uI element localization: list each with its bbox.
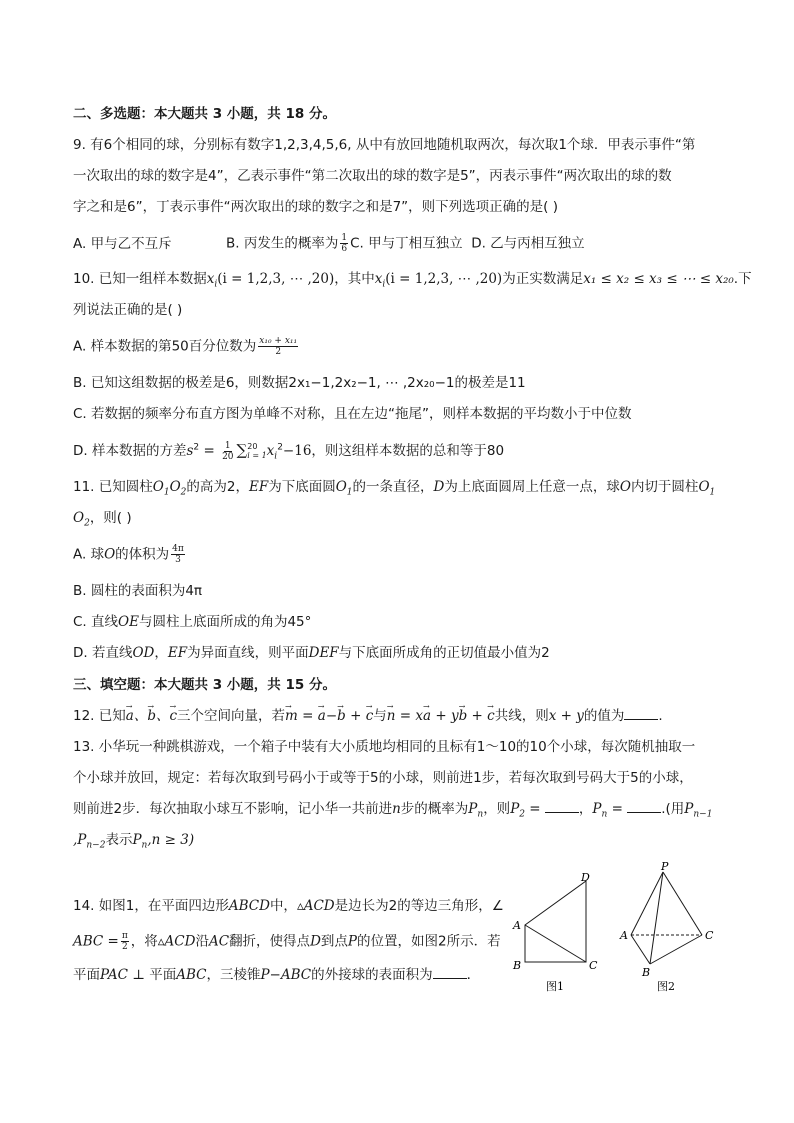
fig2-label-a: A — [620, 929, 628, 942]
fig2-label-b: B — [642, 966, 651, 979]
q9-option-d: D. 乙与丙相互独立 — [471, 235, 585, 252]
q9-option-c: C. 甲与丁相互独立 — [350, 235, 463, 252]
figure-2-caption: 图2 — [657, 980, 675, 993]
q14-answer-blank[interactable] — [433, 965, 467, 979]
q14-line-3: 平面PAC ⊥ 平面ABC，三棱锥P−ABC的外接球的表面积为 ． — [73, 967, 481, 983]
q11-option-b: B. 圆柱的表面积为4π — [73, 583, 203, 599]
q9-options — [73, 233, 585, 254]
q13-line-4: $,P_{n-2}$表示$P_n,n \ge 3$) — [73, 832, 195, 851]
fig1-label-d: D — [581, 872, 590, 884]
q9-line-2: 一次取出的球的数字是4”，乙表示事件“第二次取出的球的数字是5”，丙表示事件“两次取出的球的数 — [73, 168, 672, 184]
q12-answer-blank[interactable] — [624, 706, 658, 720]
q14-line-1: 14. 如图1，在平面四边形ABCD中，▵ACD是边长为2的等边三角形，∠ — [73, 898, 504, 914]
figure-1-quadrilateral — [508, 872, 608, 998]
fig1-label-a: A — [513, 919, 521, 932]
q11-line-1: 11. 已知圆柱$O_1O_2$的高为2，EF为下底面圆$O_1$的一条直径，D为上底面圆周上任意一点，球O内切于圆柱$O_1$ — [73, 479, 716, 498]
q13-line-3: 则前进2步．每次抽取小球互不影响，记小华一共前进n步的概率为$P_n$，则$P_2$ = ，$P_n$ = .(用$P_{n-1}$ — [73, 801, 713, 820]
section-header-fill-blank: 三、填空题：本大题共 3 小题，共 15 分。 — [73, 677, 336, 693]
q10-option-b: B. 已知这组数据的极差是6，则数据2x₁−1,2x₂−1, ⋯ ,2x₂₀−1的极差是11 — [73, 375, 526, 391]
q14-line-2: ABC = $\frac{\pi}{2}$ ，将▵ACD沿AC翻折，使得点D到点P的位置，如图2所示．若 — [73, 931, 501, 952]
q10-line-1: 10. 已知一组样本数据$x_i(i = 1,2,3$, ⋯ ,20)，其中$x_i(i = 1,2,3$, ⋯ ,20)为正实数满足x₁ ≤ x₂ ≤ x₃ ≤ ⋯ ≤ x₂₀.下 — [73, 271, 752, 290]
q11-option-a: A. 球O的体积为 $\frac{4\pi}{3}$ — [73, 544, 184, 565]
q10-option-a: A. 样本数据的第50百分位数为 $\frac{\text{x₁₀ + x₁₁}}{2}$ — [73, 336, 298, 357]
q10-line-2: 列说法正确的是( ) — [73, 302, 183, 318]
q11-line-2: $O_2$，则( ) — [73, 510, 132, 529]
fig2-label-c: C — [705, 929, 714, 942]
fig1-label-b: B — [513, 959, 522, 972]
q10-option-d: D. 样本数据的方差$s^2$ = $\frac{1}{20}$ ∑ 20 i = 1 $x_i^2-16$，则这组样本数据的总和等于80 — [73, 440, 505, 462]
q13-p2-blank[interactable] — [545, 799, 579, 813]
q9-line-1: 9. 有6个相同的球，分别标有数字1,2,3,4,5,6, 从中有放回地随机取两次，每次取1个球．甲表示事件“第 — [73, 137, 696, 153]
q13-pn-blank[interactable] — [627, 799, 661, 813]
figure-1-caption: 图1 — [546, 980, 564, 993]
fig2-label-p: P — [661, 860, 669, 873]
q12-line: 12. 已知→ a、→ b、→ c三个空间向量，若→ m = → a−→ b + → c与→ n = x→ a + y→ b + → c共线，则x + y的值为 . — [73, 706, 663, 726]
q13-line-1: 13. 小华玩一种跳棋游戏，一个箱子中装有大小质地均相同的且标有1～10的10个小球，每次随机抽取一 — [73, 739, 696, 755]
section-header-multi-choice: 二、多选题：本大题共 3 小题，共 18 分。 — [73, 106, 336, 122]
q13-line-2: 个小球并放回，规定：若每次取到号码小于或等于5的小球，则前进1步，若每次取到号码大于5的小球， — [73, 770, 693, 786]
q9-option-b-text: B. 丙发生的概率为 — [226, 235, 339, 252]
q11-option-d: D. 若直线OD，EF为异面直线，则平面DEF与下底面所成角的正切值最小值为2 — [73, 645, 550, 661]
q10-option-c: C. 若数据的频率分布直方图为单峰不对称，且在左边“拖尾”，则样本数据的平均数小于中位数 — [73, 406, 632, 422]
q11-option-c: C. 直线OE与圆柱上底面所成的角为45° — [73, 614, 312, 630]
fig1-label-c: C — [589, 959, 598, 972]
q9-option-b-fraction: $\frac{1}{6}$ — [341, 233, 348, 254]
q9-option-a: A. 甲与乙不互斥 — [73, 235, 172, 252]
figure-2-pyramid — [615, 856, 720, 998]
q9-line-3: 字之和是6”，丁表示事件“两次取出的球的数字之和是7”，则下列选项正确的是( ) — [73, 199, 558, 215]
